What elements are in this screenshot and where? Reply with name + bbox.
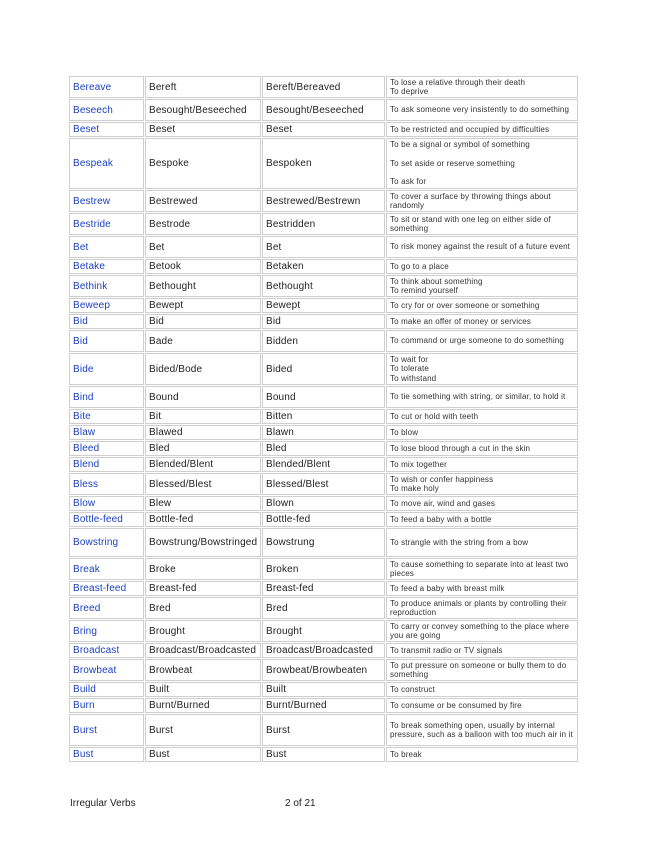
verb-row <box>69 353 578 385</box>
verb-meaning-line: To lose a relative through their death <box>390 77 526 87</box>
verb-past-participle: Burst <box>262 714 385 746</box>
verb-meaning <box>386 643 578 658</box>
verb-meaning-line: To put pressure on someone or bully them to do something <box>390 660 567 679</box>
verb-meaning-line: To feed a baby with a bottle <box>390 514 492 524</box>
verb-base-form-link[interactable]: Beseech <box>69 99 144 121</box>
verb-meaning <box>386 581 578 596</box>
verb-row <box>69 275 578 297</box>
verb-past-simple: Burnt/Burned <box>145 698 261 713</box>
verb-base-form-link[interactable]: Bereave <box>69 76 144 98</box>
verb-row <box>69 259 578 274</box>
verb-past-participle: Bet <box>262 236 385 258</box>
verb-meaning <box>386 99 578 121</box>
verb-meaning-line: To move air, wind and gases <box>390 498 495 508</box>
verb-past-participle: Blended/Blent <box>262 457 385 472</box>
verb-past-simple: Bethought <box>145 275 261 297</box>
verb-past-simple: Bit <box>145 409 261 424</box>
verb-meaning-line: To lose blood through a cut in the skin <box>390 443 531 453</box>
verb-meaning-line: To blow <box>390 427 419 437</box>
verb-row <box>69 473 578 495</box>
verb-row <box>69 138 578 189</box>
verb-meaning-line: To make an offer of money or services <box>390 316 532 326</box>
verb-past-participle: Built <box>262 682 385 697</box>
verb-meaning <box>386 682 578 697</box>
verb-meaning <box>386 236 578 258</box>
verb-meaning-line: To be restricted and occupied by difficulties <box>390 124 550 134</box>
verb-meaning <box>386 512 578 527</box>
verb-past-participle: Bereft/Bereaved <box>262 76 385 98</box>
verb-base-form-link[interactable]: Bottle-feed <box>69 512 144 527</box>
verb-past-simple: Blended/Blent <box>145 457 261 472</box>
verb-base-form-link[interactable]: Bestrew <box>69 190 144 212</box>
verb-past-participle: Bidden <box>262 330 385 352</box>
verb-past-simple: Bid <box>145 314 261 329</box>
verb-past-participle: Bespoken <box>262 138 385 189</box>
verb-past-participle: Broadcast/Broadcasted <box>262 643 385 658</box>
verb-past-simple: Bestrewed <box>145 190 261 212</box>
verb-meaning-line: To construct <box>390 684 435 694</box>
verb-row <box>69 643 578 658</box>
verb-meaning-line: To tie something with string, or similar, to hold it <box>390 392 566 402</box>
verb-base-form-link[interactable]: Bethink <box>69 275 144 297</box>
verb-past-participle: Bestrewed/Bestrewn <box>262 190 385 212</box>
verb-base-form-link[interactable]: Bid <box>69 330 144 352</box>
verb-meaning-line: To cover a surface by throwing things about randomly <box>390 191 551 210</box>
verb-meaning <box>386 620 578 642</box>
verb-past-simple: Bereft <box>145 76 261 98</box>
verb-past-simple: Besought/Beseeched <box>145 99 261 121</box>
verb-row <box>69 682 578 697</box>
verb-meaning-line: To wish or confer happiness <box>390 474 494 484</box>
footer-page-number: 2 of 21 <box>285 798 316 809</box>
verb-base-form-link[interactable]: Blow <box>69 496 144 511</box>
verb-meaning-line: To wait for <box>390 354 429 364</box>
verb-past-participle: Burnt/Burned <box>262 698 385 713</box>
verb-base-form-link[interactable]: Bestride <box>69 213 144 235</box>
verb-past-participle: Breast-fed <box>262 581 385 596</box>
verb-past-participle: Bottle-fed <box>262 512 385 527</box>
verb-past-participle: Bowstrung <box>262 528 385 557</box>
verb-past-participle: Blawn <box>262 425 385 440</box>
verb-past-simple: Burst <box>145 714 261 746</box>
verb-row <box>69 581 578 596</box>
footer-document-title: Irregular Verbs <box>70 798 136 809</box>
verb-past-participle: Besought/Beseeched <box>262 99 385 121</box>
verb-meaning <box>386 259 578 274</box>
verb-past-simple: Bust <box>145 747 261 762</box>
verb-row <box>69 330 578 352</box>
verb-meaning <box>386 386 578 408</box>
verb-row <box>69 122 578 137</box>
verb-base-form-link[interactable]: Breed <box>69 597 144 619</box>
verb-meaning-line: To cry for or over someone or something <box>390 300 540 310</box>
verb-base-form-link[interactable]: Bespeak <box>69 138 144 189</box>
verb-meaning-line: To break <box>390 749 422 759</box>
verb-past-participle: Browbeat/Browbeaten <box>262 659 385 681</box>
verb-row <box>69 457 578 472</box>
verb-row <box>69 714 578 746</box>
verb-past-participle: Bided <box>262 353 385 385</box>
verb-past-simple: Bade <box>145 330 261 352</box>
verb-base-form-link[interactable]: Bid <box>69 314 144 329</box>
verb-meaning-line: To strangle with the string from a bow <box>390 537 529 547</box>
verb-row <box>69 496 578 511</box>
verb-meaning <box>386 698 578 713</box>
verb-meaning-line: To carry or convey something to the place where you are going <box>390 621 570 640</box>
verb-meaning-line: To produce animals or plants by controlling their reproduction <box>390 598 567 617</box>
verb-meaning-line: To make holy <box>390 484 439 493</box>
verb-meaning-line: To think about something <box>390 276 483 286</box>
verb-base-form-link[interactable]: Blaw <box>69 425 144 440</box>
verb-meaning-line: To withstand <box>390 373 437 383</box>
verb-base-form-link[interactable]: Bite <box>69 409 144 424</box>
verb-past-simple: Bred <box>145 597 261 619</box>
verb-meaning <box>386 330 578 352</box>
verb-meaning <box>386 747 578 762</box>
verb-rows <box>69 76 578 762</box>
verb-meaning-line: To consume or be consumed by fire <box>390 700 522 710</box>
verb-meaning-line: To tolerate <box>390 364 430 374</box>
verb-past-simple: Broadcast/Broadcasted <box>145 643 261 658</box>
verb-row <box>69 76 578 98</box>
verb-base-form-link[interactable]: Bring <box>69 620 144 642</box>
verb-meaning-line: To deprive <box>390 87 429 96</box>
verb-row <box>69 747 578 762</box>
verb-base-form-link[interactable]: Browbeat <box>69 659 144 681</box>
verb-base-form-link[interactable]: Breast-feed <box>69 581 144 596</box>
verb-table <box>68 75 579 763</box>
verb-past-participle: Betaken <box>262 259 385 274</box>
verb-past-simple: Bided/Bode <box>145 353 261 385</box>
verb-base-form-link[interactable]: Betake <box>69 259 144 274</box>
verb-base-form-link[interactable]: Bind <box>69 386 144 408</box>
verb-row <box>69 512 578 527</box>
verb-base-form-link[interactable]: Break <box>69 558 144 580</box>
verb-base-form-link[interactable]: Bide <box>69 353 144 385</box>
verb-past-participle: Bestridden <box>262 213 385 235</box>
verb-meaning <box>386 659 578 681</box>
verb-meaning-line: To set aside or reserve something <box>390 158 516 168</box>
verb-meaning-line: To feed a baby with breast milk <box>390 583 505 593</box>
verb-past-participle: Blown <box>262 496 385 511</box>
verb-base-form-link[interactable]: Bleed <box>69 441 144 456</box>
verb-past-simple: Blawed <box>145 425 261 440</box>
verb-meaning-line: To risk money against the result of a future event <box>390 242 571 252</box>
verb-past-simple: Built <box>145 682 261 697</box>
verb-row <box>69 441 578 456</box>
verb-row <box>69 190 578 212</box>
verb-meaning-line: To ask someone very insistently to do something <box>390 105 570 115</box>
verb-row <box>69 659 578 681</box>
verb-meaning <box>386 496 578 511</box>
verb-meaning <box>386 76 578 98</box>
verb-meaning <box>386 441 578 456</box>
verb-row <box>69 528 578 557</box>
verb-meaning-line: To go to a place <box>390 261 449 271</box>
verb-past-simple: Bewept <box>145 298 261 313</box>
verb-base-form-link[interactable]: Blend <box>69 457 144 472</box>
verb-meaning <box>386 425 578 440</box>
verb-past-simple: Bespoke <box>145 138 261 189</box>
verb-meaning <box>386 597 578 619</box>
verb-meaning <box>386 298 578 313</box>
verb-meaning <box>386 190 578 212</box>
verb-past-simple: Betook <box>145 259 261 274</box>
verb-meaning-line: To command or urge someone to do something <box>390 336 564 346</box>
verb-meaning <box>386 275 578 297</box>
verb-meaning <box>386 213 578 235</box>
verb-meaning <box>386 558 578 580</box>
verb-meaning-line: To be a signal or symbol of something <box>390 140 530 150</box>
verb-meaning <box>386 457 578 472</box>
verb-past-simple: Breast-fed <box>145 581 261 596</box>
verb-row <box>69 314 578 329</box>
verb-meaning <box>386 528 578 557</box>
verb-meaning <box>386 714 578 746</box>
verb-past-participle: Bound <box>262 386 385 408</box>
verb-meaning <box>386 473 578 495</box>
verb-row <box>69 213 578 235</box>
verb-meaning-line: To remind yourself <box>390 286 459 295</box>
verb-past-simple: Bound <box>145 386 261 408</box>
verb-past-simple: Bet <box>145 236 261 258</box>
verb-past-participle: Bitten <box>262 409 385 424</box>
verb-meaning <box>386 314 578 329</box>
verb-past-simple: Bestrode <box>145 213 261 235</box>
verb-past-simple: Brought <box>145 620 261 642</box>
verb-meaning <box>386 138 578 189</box>
verb-meaning <box>386 353 578 385</box>
verb-base-form-link[interactable]: Bless <box>69 473 144 495</box>
verb-meaning-line: To transmit radio or TV signals <box>390 645 503 655</box>
verb-base-form-link[interactable]: Beweep <box>69 298 144 313</box>
verb-base-form-link[interactable]: Burn <box>69 698 144 713</box>
verb-base-form-link[interactable]: Bowstring <box>69 528 144 557</box>
verb-past-participle: Bred <box>262 597 385 619</box>
verb-past-simple: Bled <box>145 441 261 456</box>
verb-meaning-line: To mix together <box>390 459 447 469</box>
verb-past-participle: Brought <box>262 620 385 642</box>
verb-row <box>69 298 578 313</box>
verb-past-simple: Bowstrung/Bowstringed <box>145 528 261 557</box>
verb-past-participle: Blessed/Blest <box>262 473 385 495</box>
verb-past-participle: Broken <box>262 558 385 580</box>
verb-past-simple: Blessed/Blest <box>145 473 261 495</box>
verb-meaning <box>386 122 578 137</box>
verb-base-form-link[interactable]: Bust <box>69 747 144 762</box>
verb-meaning-line: To cut or hold with teeth <box>390 411 479 421</box>
verb-row <box>69 620 578 642</box>
verb-past-simple: Bottle-fed <box>145 512 261 527</box>
verb-row <box>69 386 578 408</box>
verb-base-form-link[interactable]: Beset <box>69 122 144 137</box>
verb-meaning-line: To break something open, usually by internal pressure, such as a balloon with too much air in it <box>390 720 573 739</box>
verb-past-participle: Bust <box>262 747 385 762</box>
verb-row <box>69 698 578 713</box>
verb-row <box>69 558 578 580</box>
verb-row <box>69 425 578 440</box>
verb-row <box>69 409 578 424</box>
verb-past-participle: Bled <box>262 441 385 456</box>
verb-row <box>69 236 578 258</box>
verb-meaning <box>386 409 578 424</box>
verb-row <box>69 597 578 619</box>
verb-base-form-link[interactable]: Burst <box>69 714 144 746</box>
verb-row <box>69 99 578 121</box>
verb-base-form-link[interactable]: Bet <box>69 236 144 258</box>
verb-meaning-line: To sit or stand with one leg on either side of something <box>390 214 551 233</box>
verb-past-simple: Blew <box>145 496 261 511</box>
verb-meaning-line: To ask for <box>390 177 427 187</box>
verb-past-simple: Broke <box>145 558 261 580</box>
verb-past-participle: Bid <box>262 314 385 329</box>
verb-base-form-link[interactable]: Build <box>69 682 144 697</box>
verb-past-participle: Bethought <box>262 275 385 297</box>
verb-past-participle: Beset <box>262 122 385 137</box>
verb-past-participle: Bewept <box>262 298 385 313</box>
verb-base-form-link[interactable]: Broadcast <box>69 643 144 658</box>
verb-past-simple: Beset <box>145 122 261 137</box>
verb-meaning-line: To cause something to separate into at least two pieces <box>390 559 569 578</box>
verb-past-simple: Browbeat <box>145 659 261 681</box>
